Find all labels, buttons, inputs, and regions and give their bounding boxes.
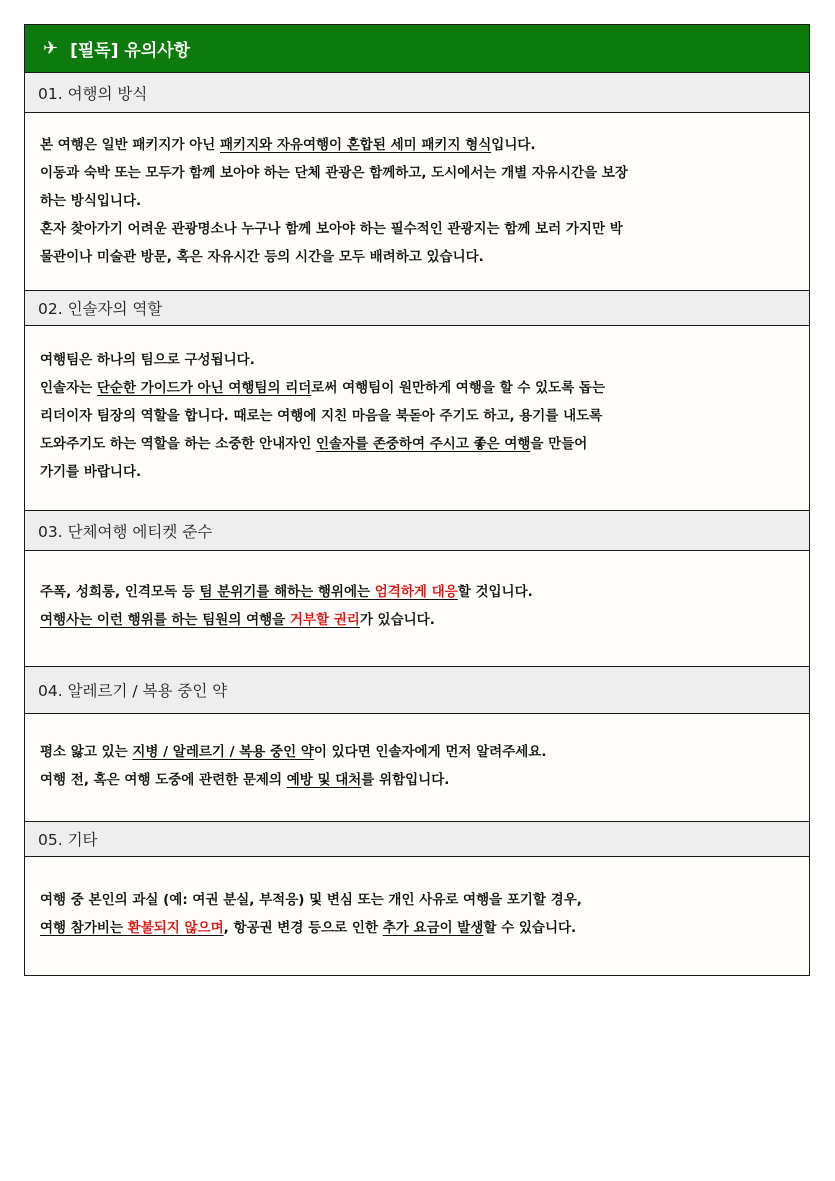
underlined-emphasis: 여행 참가비는 환불되지 않으며	[40, 920, 224, 936]
text-line: 혼자 찾아가기 어려운 관광명소나 누구나 함께 보아야 하는 필수적인 관광지는 함께 보러 가지만 박	[40, 221, 623, 237]
text-line: 본 여행은 일반 패키지가 아닌 패키지와 자유여행이 혼합된 세미 패키지 형식입니다.	[40, 137, 536, 153]
airplane-icon: ✈	[43, 38, 59, 59]
text-line: 하는 방식입니다.	[40, 193, 142, 209]
text-line: 여행 중 본인의 과실 (예: 여권 분실, 부적응) 및 변심 또는 개인 사유로 여행을 포기할 경우,	[40, 892, 582, 908]
text-line: 여행팀은 하나의 팀으로 구성됩니다.	[40, 352, 255, 368]
text-line: 리더이자 팀장의 역할을 합니다. 때로는 여행에 지친 마음을 북돋아 주기도 하고, 용기를 내도록	[40, 408, 603, 424]
underlined-emphasis: 추가 요금이 발생	[382, 920, 484, 936]
notice-header	[25, 25, 809, 73]
text-line: 인솔자는 단순한 가이드가 아닌 여행팀의 리더로써 여행팀이 원만하게 여행을 할 수 있도록 돕는	[40, 380, 606, 396]
section-title-other: 05. 기타	[25, 822, 809, 857]
notice-title: [필독] 유의사항	[70, 41, 191, 61]
notice-box	[24, 24, 810, 976]
text-line: 여행사는 이런 행위를 하는 팀원의 여행을 거부할 권리가 있습니다.	[40, 612, 435, 628]
underlined-emphasis: 인솔자를 존중하여 주시고 좋은 여행	[315, 436, 531, 452]
section-body-guide-role	[25, 326, 809, 511]
text-line: 도와주기도 하는 역할을 하는 소중한 안내자인 인솔자를 존중하여 주시고 좋은 여행을 만들어	[40, 436, 588, 452]
section-title-travel-style: 01. 여행의 방식	[25, 73, 809, 113]
section-title-allergy: 04. 알레르기 / 복용 중인 약	[25, 667, 809, 714]
text-line: 여행 전, 혹은 여행 도중에 관련한 문제의 예방 및 대처를 위함입니다.	[40, 772, 450, 788]
underlined-emphasis: 예방 및 대처	[286, 772, 362, 788]
underlined-emphasis: 팀 분위기를 해하는 행위에는 엄격하게 대응	[199, 584, 458, 600]
section-body-allergy	[25, 714, 809, 822]
section-title-etiquette: 03. 단체여행 에티켓 준수	[25, 511, 809, 551]
section-title-guide-role: 02. 인솔자의 역할	[25, 291, 809, 326]
red-emphasis: 엄격하게 대응	[374, 584, 458, 600]
text-line: 평소 앓고 있는 지병 / 알레르기 / 복용 중인 약이 있다면 인솔자에게 먼저 알려주세요.	[40, 744, 547, 760]
text-line: 주폭, 성희롱, 인격모독 등 팀 분위기를 해하는 행위에는 엄격하게 대응할 것입니다.	[40, 584, 533, 600]
section-body-travel-style	[25, 113, 809, 291]
underlined-emphasis: 지병 / 알레르기 / 복용 중인 약	[132, 744, 314, 760]
text-line: 여행 참가비는 환불되지 않으며, 항공권 변경 등으로 인한 추가 요금이 발생할 수 있습니다.	[40, 920, 577, 936]
text-line: 물관이나 미술관 방문, 혹은 자유시간 등의 시간을 모두 배려하고 있습니다.	[40, 249, 484, 265]
red-emphasis: 거부할 권리	[289, 612, 360, 628]
section-body-etiquette	[25, 551, 809, 667]
text-line: 가기를 바랍니다.	[40, 464, 142, 480]
text-line: 이동과 숙박 또는 모두가 함께 보아야 하는 단체 관광은 함께하고, 도시에서는 개별 자유시간을 보장	[40, 165, 628, 181]
underlined-emphasis: 단순한 가이드가 아닌 여행팀의 리더	[96, 380, 312, 396]
red-emphasis: 환불되지 않으며	[127, 920, 224, 936]
section-body-other	[25, 857, 809, 975]
underlined-emphasis: 여행사는 이런 행위를 하는 팀원의 여행을 거부할 권리	[40, 612, 360, 628]
underlined-emphasis: 패키지와 자유여행이 혼합된 세미 패키지 형식	[220, 137, 492, 153]
